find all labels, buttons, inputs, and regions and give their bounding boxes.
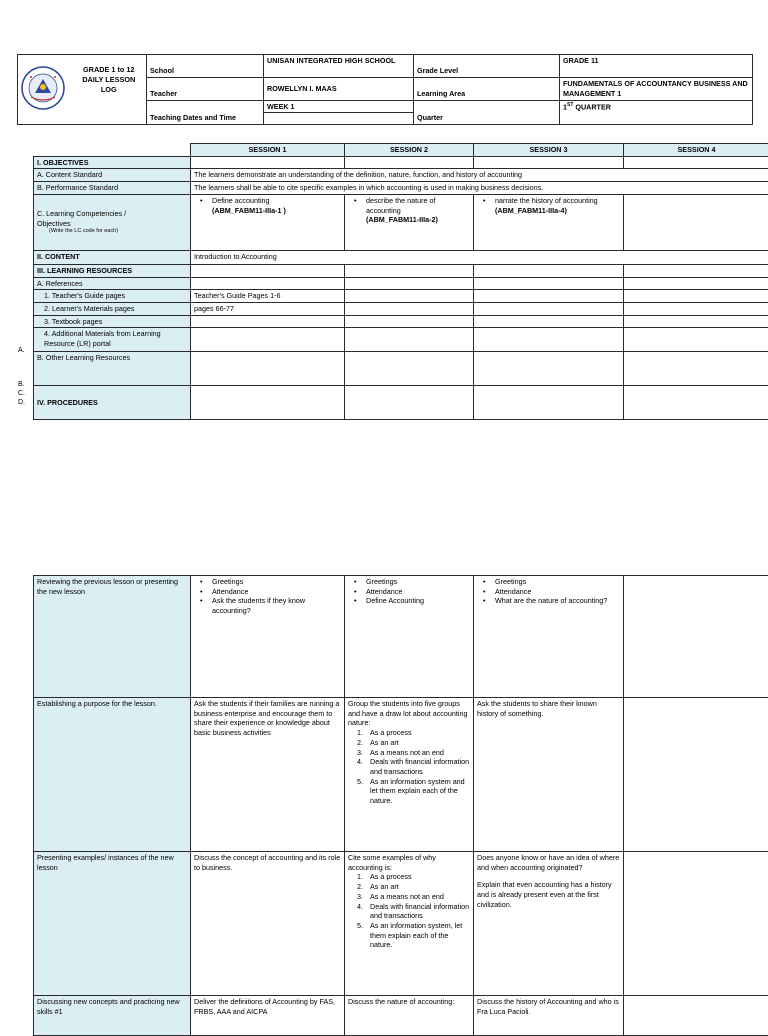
list-item: • Attendance — [348, 587, 470, 597]
list-item: • What are the nature of accounting? — [477, 596, 620, 606]
grade-level-label: Grade Level — [414, 55, 560, 78]
competency-3-text: narrate the history of accounting — [495, 196, 598, 205]
list-item: As a means not an end — [348, 892, 470, 902]
side-marker: C. — [18, 389, 25, 398]
list-item: • Attendance — [477, 587, 620, 597]
procedures-label: IV. PROCEDURES — [34, 386, 191, 420]
competencies-note: (Write the LC code for each) — [37, 228, 187, 235]
dll-title-line: GRADE 1 to 12 — [75, 65, 144, 75]
competency-2-text: describe the nature of accounting — [366, 196, 436, 215]
list-item: As a process — [348, 728, 470, 738]
lm-label: 2. Learner's Materials pages — [34, 303, 191, 316]
grade-level-value: GRADE 11 — [560, 55, 753, 78]
purpose-session-2 — [345, 698, 474, 852]
side-marker-a: A. — [18, 347, 25, 354]
examples-session-1: Discuss the concept of accounting and its role to business. — [191, 852, 345, 996]
deped-logo-cell — [18, 55, 72, 125]
list-item: • Define Accounting — [348, 596, 470, 606]
list-item: As a process — [348, 872, 470, 882]
list-item: Deals with financial information and transactions — [348, 757, 470, 776]
quarter-label: Quarter — [414, 100, 560, 124]
header-table — [17, 54, 753, 125]
review-label: Reviewing the previous lesson or presenting the new lesson — [34, 576, 191, 698]
session-4-header: SESSION 4 — [624, 144, 768, 157]
dll-title-line: DAILY LESSON — [75, 75, 144, 85]
resources-heading: III. LEARNING RESOURCES — [34, 264, 191, 277]
examples-label: Presenting examples/ instances of the new lesson — [34, 852, 191, 996]
discuss-session-2: Discuss the nature of accounting: — [345, 996, 474, 1036]
content-value: Introduction to Accounting — [191, 250, 768, 264]
performance-standard-value: The learners shall be able to cite specific examples in which accounting is used in making business decisions. — [191, 182, 768, 195]
session-3-header: SESSION 3 — [474, 144, 624, 157]
dll-title-line: LOG — [75, 85, 144, 95]
examples-s3-paragraph: Does anyone know or have an idea of where and when accounting originated? — [477, 853, 620, 872]
competency-1 — [191, 194, 345, 250]
examples-s2-intro: Cite some examples of why accounting is: — [348, 853, 470, 872]
competency-2 — [345, 194, 474, 250]
side-marker: B. — [18, 380, 25, 389]
content-standard-label: A. Content Standard — [34, 169, 191, 182]
review-session-2 — [345, 576, 474, 698]
teacher-label: Teacher — [147, 78, 264, 101]
deped-seal-icon — [20, 57, 66, 119]
list-item: As an information system and let them explain each of the nature. — [348, 777, 470, 806]
list-item: As an art — [348, 882, 470, 892]
school-label: School — [147, 55, 264, 78]
competency-4 — [624, 194, 768, 250]
list-item: • Greetings — [477, 577, 620, 587]
list-item: • Ask the students if they know accounting? — [194, 596, 341, 615]
dates-value: WEEK 1 — [264, 101, 413, 113]
objectives-table — [33, 143, 768, 420]
lm-value: pages 66-77 — [191, 303, 345, 316]
competencies-label — [34, 194, 191, 250]
purpose-session-1: Ask the students if their families are running a business enterprise and encourage them to share their experience or knowledge about basic business activities — [191, 698, 345, 852]
review-session-3 — [474, 576, 624, 698]
dates-value-cell — [264, 100, 414, 124]
tg-value: Teacher's Guide Pages 1-6 — [191, 290, 345, 303]
performance-standard-label: B. Performance Standard — [34, 182, 191, 195]
review-session-4 — [624, 576, 768, 698]
competency-1-text: Define accounting — [212, 196, 270, 205]
examples-session-3 — [474, 852, 624, 996]
other-resources-label: B. Other Learning Resources — [34, 352, 191, 386]
learning-area-label: Learning Area — [414, 78, 560, 101]
examples-session-2 — [345, 852, 474, 996]
quarter-word: QUARTER — [573, 102, 611, 111]
competency-3 — [474, 194, 624, 250]
list-item: Deals with financial information and transactions — [348, 902, 470, 921]
list-item: • Greetings — [194, 577, 341, 587]
school-value: UNISAN INTEGRATED HIGH SCHOOL — [264, 55, 414, 78]
competency-3-code: (ABM_FABM11-IIIa-4) — [495, 206, 567, 215]
side-markers — [18, 380, 25, 407]
purpose-s2-intro: Group the students into five groups and have a draw lot about accounting nature: — [348, 699, 470, 728]
additional-label: 4. Additional Materials from Learning Resource (LR) portal — [34, 328, 191, 352]
list-item: • Attendance — [194, 587, 341, 597]
discuss-session-1: Deliver the definitions of Accounting by FAS, FRBS, AAA and AICPA — [191, 996, 345, 1036]
tg-label: 1. Teacher's Guide pages — [34, 290, 191, 303]
discuss-label: Discussing new concepts and practicing new skills #1 — [34, 996, 191, 1036]
purpose-label: Establishing a purpose for the lesson. — [34, 698, 191, 852]
quarter-number: 1 — [563, 102, 567, 111]
content-label: II. CONTENT — [34, 250, 191, 264]
list-item: As an information system, let them explain each of the nature. — [348, 921, 470, 950]
dll-title — [72, 55, 147, 125]
teacher-value: ROWELLYN I. MAAS — [264, 78, 414, 101]
side-marker: D. — [18, 398, 25, 407]
competency-1-code: (ABM_FABM11-IIIa-1 ) — [212, 206, 286, 215]
discuss-session-4 — [624, 996, 768, 1036]
list-item: As a means not an end — [348, 748, 470, 758]
examples-s3-paragraph: Explain that even accounting has a history and is already present even at the first civilization. — [477, 880, 620, 909]
session-2-header: SESSION 2 — [345, 144, 474, 157]
content-standard-value: The learners demonstrate an understanding of the definition, nature, function, and history of accounting — [191, 169, 768, 182]
purpose-session-3: Ask the students to share their known history of something. — [474, 698, 624, 852]
list-item: As an art — [348, 738, 470, 748]
competencies-label-text: C. Learning Competencies / Objectives — [37, 209, 187, 228]
session-1-header: SESSION 1 — [191, 144, 345, 157]
review-session-1 — [191, 576, 345, 698]
textbook-label: 3. Textbook pages — [34, 315, 191, 328]
procedures-table — [33, 575, 768, 1036]
learning-area-value: FUNDAMENTALS OF ACCOUNTANCY BUSINESS AND MANAGEMENT 1 — [560, 78, 753, 101]
objectives-heading: I. OBJECTIVES — [34, 156, 191, 169]
dates-label: Teaching Dates and Time — [147, 100, 264, 124]
list-item: • Greetings — [348, 577, 470, 587]
references-label: A. References — [34, 277, 191, 290]
discuss-session-3: Discuss the history of Accounting and who is Fra Luca Pacioli. — [474, 996, 624, 1036]
purpose-session-4 — [624, 698, 768, 852]
competency-2-code: (ABM_FABM11-IIIa-2) — [366, 215, 438, 224]
blank-corner — [34, 144, 191, 157]
quarter-suffix: ST — [567, 102, 573, 108]
examples-session-4 — [624, 852, 768, 996]
quarter-value — [560, 100, 753, 124]
